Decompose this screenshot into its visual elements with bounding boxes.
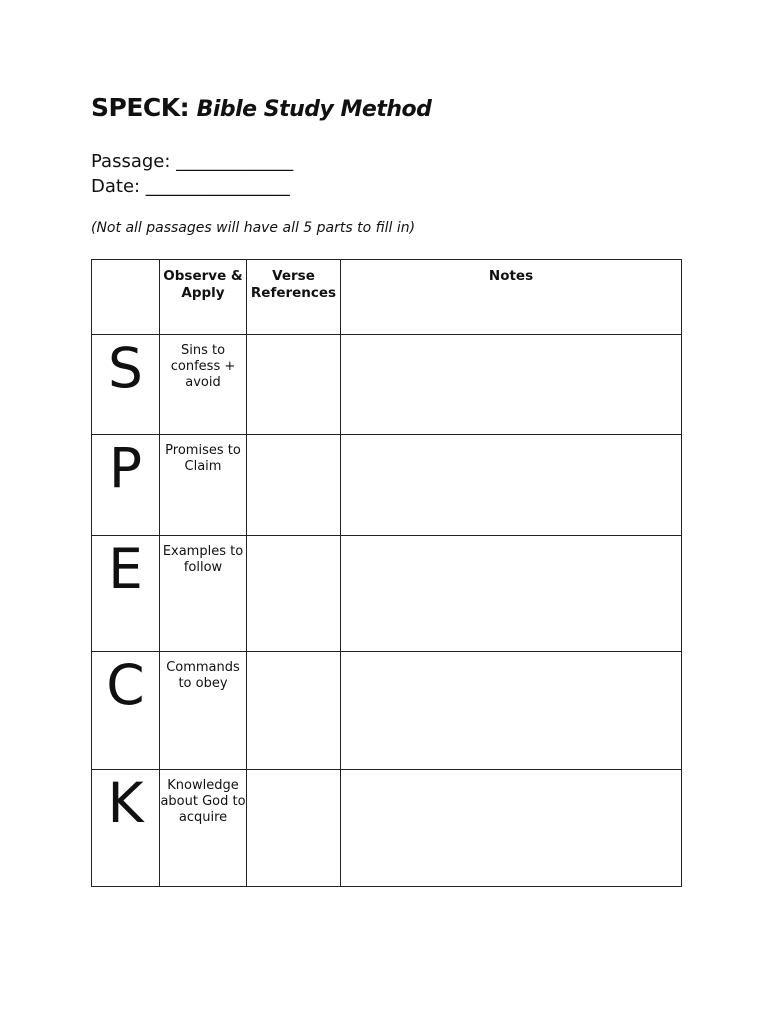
table-row: [92, 335, 682, 435]
verse-cell[interactable]: [247, 652, 341, 770]
row-prompt: Knowledge about God to acquire: [160, 770, 247, 887]
passage-field: Passage: _____________: [91, 151, 294, 172]
table-row: [92, 435, 682, 536]
row-prompt: Examples to follow: [160, 536, 247, 652]
row-prompt: Promises to Claim: [160, 435, 247, 536]
row-letter: P: [92, 435, 160, 536]
header-observe-apply: Observe & Apply: [160, 260, 247, 335]
title-subtitle: Bible Study Method: [196, 97, 432, 122]
date-field: Date: ________________: [91, 176, 290, 197]
notes-cell[interactable]: [341, 536, 682, 652]
header-letter: [92, 260, 160, 335]
notes-cell[interactable]: [341, 435, 682, 536]
notes-cell[interactable]: [341, 770, 682, 887]
page-title: [91, 93, 431, 122]
header-notes: Notes: [341, 260, 682, 335]
notes-cell[interactable]: [341, 335, 682, 435]
verse-cell[interactable]: [247, 435, 341, 536]
row-letter: E: [92, 536, 160, 652]
row-letter: S: [92, 335, 160, 435]
verse-cell[interactable]: [247, 335, 341, 435]
speck-table: [91, 259, 682, 887]
verse-cell[interactable]: [247, 770, 341, 887]
verse-cell[interactable]: [247, 536, 341, 652]
table-row: [92, 652, 682, 770]
notes-cell[interactable]: [341, 652, 682, 770]
row-letter: K: [92, 770, 160, 887]
row-letter: C: [92, 652, 160, 770]
title-main: SPECK:: [91, 93, 190, 122]
header-verse-references: Verse References: [247, 260, 341, 335]
table-header-row: [92, 260, 682, 335]
instruction-note: (Not all passages will have all 5 parts to fill in): [91, 220, 416, 236]
table-row: [92, 770, 682, 887]
row-prompt: Commands to obey: [160, 652, 247, 770]
row-prompt: Sins to confess + avoid: [160, 335, 247, 435]
table-row: [92, 536, 682, 652]
